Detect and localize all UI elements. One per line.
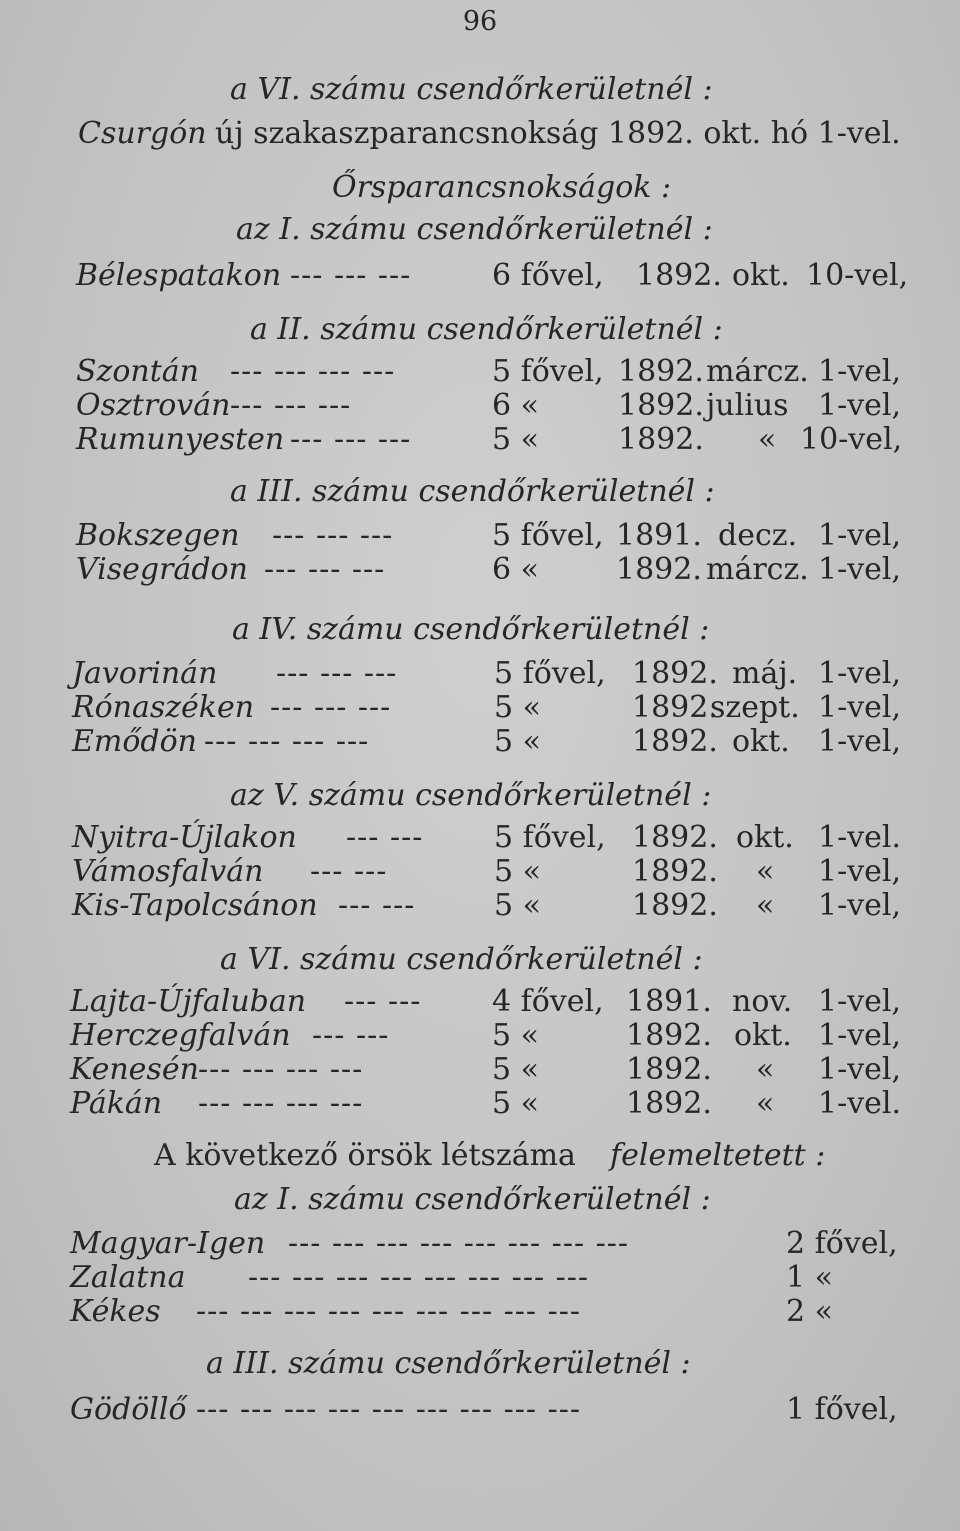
day: 1-vel, [818, 388, 902, 423]
day: 1-vel, [818, 656, 902, 691]
place: Javorinán [72, 656, 218, 691]
intro-line [0, 116, 960, 152]
section-heading: a II. számu csendőrkerületnél : [250, 312, 723, 347]
count: 5 fővel, [492, 518, 604, 553]
increased-title: A következő örsök létszáma felemeltetett : [154, 1138, 826, 1173]
section-heading: az I. számu csendőrkerületnél : [234, 1182, 711, 1217]
month: « [758, 422, 777, 457]
leader-dots: --- --- --- [264, 552, 386, 587]
section-heading: az I. számu csendőrkerületnél : [236, 212, 713, 247]
count: 1 « [786, 1260, 833, 1295]
count: 5 « [492, 1052, 539, 1087]
place: Kis-Tapolcsánon [72, 888, 318, 923]
leader-dots: --- --- --- [290, 422, 412, 457]
month: szept. [710, 690, 800, 725]
place: Nyitra-Újlakon [72, 820, 297, 855]
count: 6 « [492, 552, 539, 587]
table-row [0, 984, 960, 1020]
place: Bokszegen [76, 518, 240, 553]
place: Osztrován [76, 388, 231, 423]
month: márcz. [706, 354, 809, 389]
place: Zalatna [70, 1260, 186, 1295]
month: « [756, 888, 775, 923]
page-number: 96 [462, 6, 498, 37]
section-heading: a VI. számu csendőrkerületnél : [220, 942, 703, 977]
year: 1892. [626, 1052, 712, 1087]
table-row [0, 1294, 960, 1330]
count: 5 « [494, 854, 541, 889]
count: 2 « [786, 1294, 833, 1329]
year: 1892. [618, 422, 704, 457]
day: 10-vel, [800, 422, 903, 457]
table-row [0, 854, 960, 890]
place: Visegrádon [76, 552, 248, 587]
count: 5 « [492, 1018, 539, 1053]
count: 1 fővel, [786, 1392, 898, 1427]
day: 1-vel, [818, 354, 902, 389]
table-row [0, 656, 960, 692]
leader-dots: --- --- [346, 820, 424, 855]
table-row [0, 1052, 960, 1088]
year: 1892. [618, 354, 704, 389]
count: 5 « [494, 724, 541, 759]
leader-dots: --- --- --- --- [198, 1052, 364, 1087]
place: Herczegfalván [70, 1018, 291, 1053]
day: 1-vel, [818, 1018, 902, 1053]
year: 1892. [626, 1086, 712, 1121]
day: 10-vel, [806, 258, 909, 293]
day: 1-vel, [818, 984, 902, 1019]
count: 2 fővel, [786, 1226, 898, 1261]
table-row [0, 518, 960, 554]
leader-dots: --- --- --- --- --- --- --- --- [248, 1260, 590, 1295]
month: márcz. [706, 552, 809, 587]
year: 1892. [626, 1018, 712, 1053]
year: 1892. [632, 888, 718, 923]
place: Pákán [70, 1086, 163, 1121]
count: 6 fővel, [492, 258, 604, 293]
place: Bélespatakon [76, 258, 282, 293]
year: 1892. [632, 724, 718, 759]
table-row [0, 690, 960, 726]
year: 1892. [636, 258, 722, 293]
month: okt. [734, 1018, 792, 1053]
section-heading: a III. számu csendőrkerületnél : [206, 1346, 691, 1381]
table-row [0, 552, 960, 588]
table-row [0, 354, 960, 390]
year: 1892. [618, 388, 704, 423]
table-row [0, 1226, 960, 1262]
intro-place: Csurgón [78, 116, 207, 151]
day: 1-vel, [818, 1052, 902, 1087]
place: Vámosfalván [72, 854, 264, 889]
table-row [0, 724, 960, 760]
section-heading: a IV. számu csendőrkerületnél : [232, 612, 710, 647]
table-row [0, 422, 960, 458]
year: 1892. [616, 552, 702, 587]
leader-dots: --- --- --- [290, 258, 412, 293]
table-row [0, 888, 960, 924]
leader-dots: --- --- --- --- --- --- --- --- [288, 1226, 630, 1261]
table-row [0, 388, 960, 424]
month: decz. [718, 518, 798, 553]
count: 5 « [492, 1086, 539, 1121]
leader-dots: --- --- --- --- [230, 354, 396, 389]
year: 1892. [632, 820, 718, 855]
day: 1-vel, [818, 724, 902, 759]
place: Emődön [72, 724, 197, 759]
count: 5 « [494, 888, 541, 923]
count: 5 fővel, [494, 656, 606, 691]
month: máj. [732, 656, 798, 691]
place: Kékes [70, 1294, 161, 1329]
leader-dots: --- --- --- [230, 388, 352, 423]
subtitle: Őrsparancsnokságok : [332, 170, 672, 205]
table-row [0, 1018, 960, 1054]
leader-dots: --- --- --- [272, 518, 394, 553]
count: 5 « [492, 422, 539, 457]
place: Rumunyesten [76, 422, 285, 457]
day: 1-vel. [818, 1086, 902, 1121]
leader-dots: --- --- --- --- --- --- --- --- --- [196, 1392, 581, 1427]
count: 5 « [494, 690, 541, 725]
table-row [0, 820, 960, 856]
day: 1-vel. [818, 820, 902, 855]
table-row [0, 258, 960, 294]
count: 5 fővel, [492, 354, 604, 389]
section-heading: az V. számu csendőrkerületnél : [230, 778, 712, 813]
day: 1-vel, [818, 888, 902, 923]
table-row [0, 1392, 960, 1428]
month: okt. [736, 820, 794, 855]
month: « [756, 854, 775, 889]
leader-dots: --- --- --- [276, 656, 398, 691]
place: Gödöllő [70, 1392, 187, 1427]
table-row [0, 1086, 960, 1122]
day: 1-vel, [818, 552, 902, 587]
intro-heading: a VI. számu csendőrkerületnél : [230, 72, 713, 107]
leader-dots: --- --- [338, 888, 416, 923]
count: 6 « [492, 388, 539, 423]
year: 1891. [626, 984, 712, 1019]
year: 1892. [632, 656, 718, 691]
day: 1-vel, [818, 854, 902, 889]
leader-dots: --- --- --- --- --- --- --- --- --- [196, 1294, 581, 1329]
count: 5 fővel, [494, 820, 606, 855]
table-row [0, 1260, 960, 1296]
year: 1892. [632, 690, 718, 725]
month: « [756, 1052, 775, 1087]
count: 4 fővel, [492, 984, 604, 1019]
year: 1891. [616, 518, 702, 553]
leader-dots: --- --- [310, 854, 388, 889]
day: 1-vel, [818, 690, 902, 725]
place: Magyar-Igen [70, 1226, 266, 1261]
year: 1892. [632, 854, 718, 889]
intro-text: új szakaszparancsnokság 1892. okt. hó 1-vel. [215, 116, 901, 151]
place: Kenesén [70, 1052, 199, 1087]
section-heading: a III. számu csendőrkerületnél : [230, 474, 715, 509]
place: Rónaszéken [72, 690, 255, 725]
month: okt. [732, 258, 790, 293]
leader-dots: --- --- [312, 1018, 390, 1053]
month: okt. [732, 724, 790, 759]
place: Lajta-Újfaluban [70, 984, 307, 1019]
leader-dots: --- --- [344, 984, 422, 1019]
leader-dots: --- --- --- --- [204, 724, 370, 759]
month: nov. [732, 984, 793, 1019]
month: julius [706, 388, 789, 423]
leader-dots: --- --- --- --- [198, 1086, 364, 1121]
leader-dots: --- --- --- [270, 690, 392, 725]
month: « [756, 1086, 775, 1121]
place: Szontán [76, 354, 200, 389]
day: 1-vel, [818, 518, 902, 553]
